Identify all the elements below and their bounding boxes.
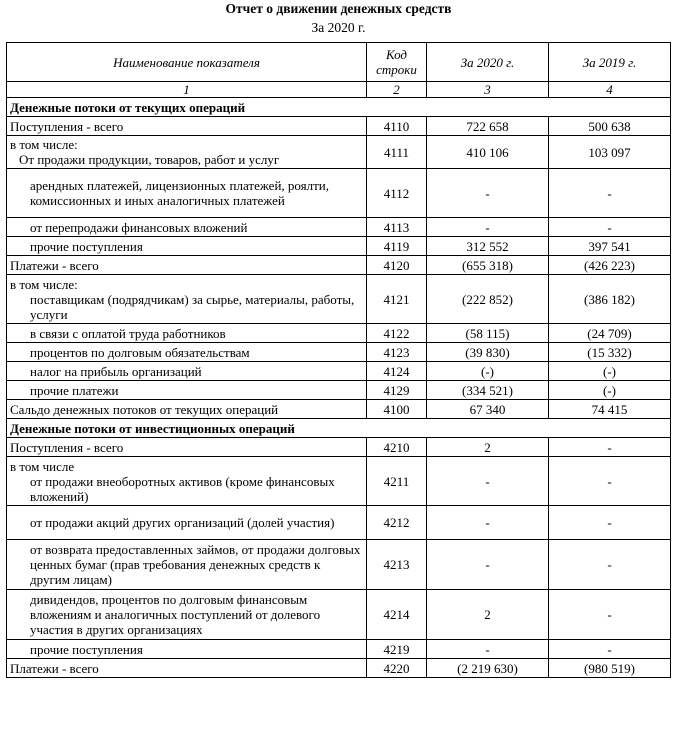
row-name: от продажи внеоборотных активов (кроме финансовых вложений) <box>30 473 335 504</box>
report-title: Отчет о движении денежных средств <box>225 1 452 16</box>
table-row <box>7 400 671 419</box>
table-row <box>7 362 671 381</box>
row-name: от перепродажи финансовых вложений <box>7 218 367 237</box>
row-value-2020: - <box>427 169 549 218</box>
row-code: 4211 <box>367 457 427 506</box>
row-code: 4213 <box>367 540 427 590</box>
row-code: 4113 <box>367 218 427 237</box>
column-number-1: 1 <box>7 82 367 98</box>
row-name: поставщикам (подрядчикам) за сырье, материалы, работы, услуги <box>30 291 355 322</box>
row-prefix: в том числе: <box>10 137 78 152</box>
header-code: Код строки <box>367 43 427 82</box>
row-name: дивидендов, процентов по долговым финансовым вложениям и аналогичных поступлений от долевого участия в других организациях <box>7 590 367 640</box>
column-number-4: 4 <box>549 82 671 98</box>
row-name: Платежи - всего <box>7 659 367 678</box>
row-code: 4220 <box>367 659 427 678</box>
table-row <box>7 275 671 324</box>
row-value-2019: - <box>549 218 671 237</box>
section-title: Денежные потоки от инвестиционных операций <box>7 419 671 438</box>
row-code: 4110 <box>367 117 427 136</box>
row-value-2019: - <box>549 590 671 640</box>
row-value-2020: (334 521) <box>427 381 549 400</box>
row-code: 4112 <box>367 169 427 218</box>
row-code: 4121 <box>367 275 427 324</box>
table-row <box>7 136 671 169</box>
row-name: в связи с оплатой труда работников <box>7 324 367 343</box>
section-row <box>7 419 671 438</box>
table-row <box>7 169 671 218</box>
row-name: процентов по долговым обязательствам <box>7 343 367 362</box>
row-name: от возврата предоставленных займов, от продажи долговых ценных бумаг (прав требования денежных средств к другим лицам) <box>7 540 367 590</box>
cash-flow-table <box>6 42 671 678</box>
row-name: налог на прибыль организаций <box>7 362 367 381</box>
row-code: 4129 <box>367 381 427 400</box>
table-row <box>7 218 671 237</box>
row-value-2019: 500 638 <box>549 117 671 136</box>
row-value-2020: (222 852) <box>427 275 549 324</box>
row-value-2019: 397 541 <box>549 237 671 256</box>
table-row <box>7 540 671 590</box>
row-code: 4210 <box>367 438 427 457</box>
row-value-2019: (-) <box>549 362 671 381</box>
table-row <box>7 640 671 659</box>
row-value-2020: 312 552 <box>427 237 549 256</box>
row-name-cell <box>7 275 367 324</box>
row-code: 4122 <box>367 324 427 343</box>
row-name: Сальдо денежных потоков от текущих операций <box>7 400 367 419</box>
table-row <box>7 324 671 343</box>
row-code: 4124 <box>367 362 427 381</box>
row-value-2019: - <box>549 506 671 540</box>
row-name-cell <box>7 136 367 169</box>
row-code: 4120 <box>367 256 427 275</box>
row-name: Поступления - всего <box>7 117 367 136</box>
column-number-3: 3 <box>427 82 549 98</box>
table-row <box>7 237 671 256</box>
header-2019: За 2019 г. <box>549 43 671 82</box>
row-name: прочие платежи <box>7 381 367 400</box>
row-name: прочие поступления <box>7 640 367 659</box>
header-name: Наименование показателя <box>7 43 367 82</box>
row-value-2019: 74 415 <box>549 400 671 419</box>
row-code: 4111 <box>367 136 427 169</box>
table-row <box>7 381 671 400</box>
row-name-cell <box>7 457 367 506</box>
row-code: 4219 <box>367 640 427 659</box>
header-row <box>7 43 671 82</box>
row-value-2019: (426 223) <box>549 256 671 275</box>
row-code: 4212 <box>367 506 427 540</box>
row-name: прочие поступления <box>7 237 367 256</box>
row-code: 4123 <box>367 343 427 362</box>
table-row <box>7 457 671 506</box>
row-value-2019: (15 332) <box>549 343 671 362</box>
column-number-row <box>7 82 671 98</box>
row-value-2020: 722 658 <box>427 117 549 136</box>
row-code: 4100 <box>367 400 427 419</box>
row-value-2020: (2 219 630) <box>427 659 549 678</box>
row-name: Платежи - всего <box>7 256 367 275</box>
row-name: От продажи продукции, товаров, работ и услуг <box>19 152 280 167</box>
row-value-2020: - <box>427 540 549 590</box>
row-value-2020: - <box>427 218 549 237</box>
row-value-2019: (-) <box>549 381 671 400</box>
row-value-2020: (-) <box>427 362 549 381</box>
row-value-2019: - <box>549 540 671 590</box>
row-value-2019: - <box>549 457 671 506</box>
row-value-2019: - <box>549 640 671 659</box>
row-value-2019: - <box>549 169 671 218</box>
table-row <box>7 117 671 136</box>
section-title: Денежные потоки от текущих операций <box>7 98 671 117</box>
row-code: 4119 <box>367 237 427 256</box>
row-name: от продажи акций других организаций (долей участия) <box>7 506 367 540</box>
row-value-2020: - <box>427 506 549 540</box>
row-value-2020: 67 340 <box>427 400 549 419</box>
row-value-2019: (386 182) <box>549 275 671 324</box>
table-row <box>7 506 671 540</box>
row-prefix: в том числе: <box>10 276 78 292</box>
row-prefix: в том числе <box>10 458 75 474</box>
row-value-2019: - <box>549 438 671 457</box>
row-value-2020: 2 <box>427 590 549 640</box>
row-value-2019: (980 519) <box>549 659 671 678</box>
row-code: 4214 <box>367 590 427 640</box>
report-period: За 2020 г. <box>311 20 366 35</box>
row-value-2020: (39 830) <box>427 343 549 362</box>
table-row <box>7 256 671 275</box>
section-row <box>7 98 671 117</box>
row-value-2020: 410 106 <box>427 136 549 169</box>
row-value-2020: 2 <box>427 438 549 457</box>
row-value-2019: (24 709) <box>549 324 671 343</box>
table-row <box>7 659 671 678</box>
table-row <box>7 590 671 640</box>
row-value-2020: (655 318) <box>427 256 549 275</box>
row-value-2020: - <box>427 640 549 659</box>
table-row <box>7 438 671 457</box>
table-row <box>7 343 671 362</box>
row-value-2019: 103 097 <box>549 136 671 169</box>
row-value-2020: - <box>427 457 549 506</box>
header-2020: За 2020 г. <box>427 43 549 82</box>
column-number-2: 2 <box>367 82 427 98</box>
row-name: арендных платежей, лицензионных платежей, роялти, комиссионных и иных аналогичных платежей <box>7 169 367 218</box>
row-value-2020: (58 115) <box>427 324 549 343</box>
row-name: Поступления - всего <box>7 438 367 457</box>
